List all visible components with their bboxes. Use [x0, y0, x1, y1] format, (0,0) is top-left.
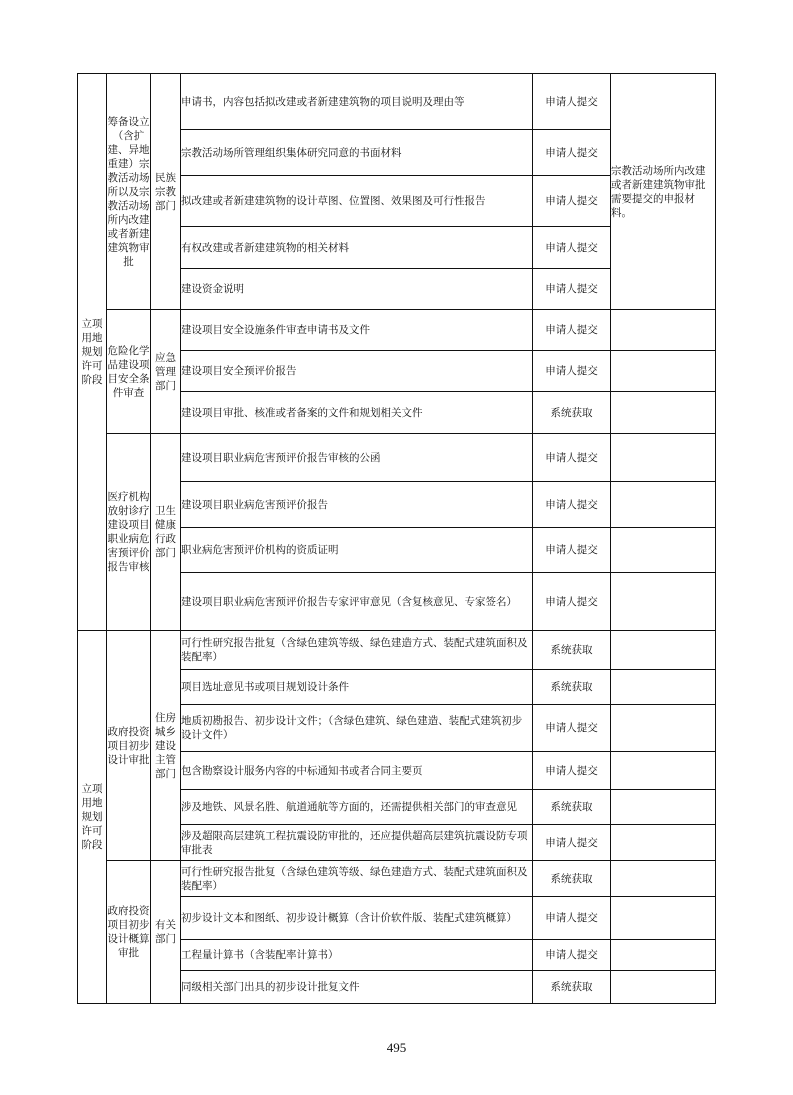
item-name-cell: 政府投资项目初步设计概算审批: [107, 861, 151, 1004]
item-name-cell: 筹备设立（含扩建、异地重建）宗教活动场所以及宗教活动场所内改建或者新建建筑物审批: [107, 74, 151, 310]
method-cell: 申请人提交: [533, 573, 611, 631]
remark-cell: [611, 752, 716, 790]
remark-cell: [611, 705, 716, 752]
material-cell: 可行性研究报告批复（含绿色建筑等级、绿色建造方式、装配式建筑面积及装配率）: [181, 631, 533, 670]
material-cell: 职业病危害预评价机构的资质证明: [181, 528, 533, 573]
remark-cell: [611, 670, 716, 705]
material-cell: 建设项目职业病危害预评价报告审核的公函: [181, 434, 533, 482]
method-cell: 申请人提交: [533, 176, 611, 227]
remark-cell: [611, 861, 716, 897]
material-cell: 涉及超限高层建筑工程抗震设防审批的，还应提供超高层建筑抗震设防专项审批表: [181, 825, 533, 861]
method-cell: 申请人提交: [533, 434, 611, 482]
material-cell: 涉及地铁、风景名胜、航道通航等方面的，还需提供相关部门的审查意见: [181, 790, 533, 825]
method-cell: 申请人提交: [533, 705, 611, 752]
page-number: 495: [386, 1040, 407, 1055]
stage-cell: 立项用地规划许可阶段: [78, 631, 107, 1004]
remark-cell: [611, 790, 716, 825]
method-cell: 系统获取: [533, 971, 611, 1004]
method-cell: 系统获取: [533, 670, 611, 705]
material-cell: 宗教活动场所管理组织集体研究同意的书面材料: [181, 130, 533, 176]
department-cell: 应急管理部门: [151, 310, 181, 434]
remark-cell: [611, 528, 716, 573]
method-cell: 申请人提交: [533, 130, 611, 176]
material-cell: 建设项目安全设施条件审查申请书及文件: [181, 310, 533, 351]
remark-cell: [611, 434, 716, 482]
method-cell: 申请人提交: [533, 310, 611, 351]
department-cell: 有关部门: [151, 861, 181, 1004]
material-cell: 同级相关部门出具的初步设计批复文件: [181, 971, 533, 1004]
method-cell: 申请人提交: [533, 227, 611, 269]
material-cell: 建设项目安全预评价报告: [181, 351, 533, 392]
remark-cell: [611, 351, 716, 392]
method-cell: 系统获取: [533, 861, 611, 897]
item-name-cell: 危险化学品建设项目安全条件审查: [107, 310, 151, 434]
remark-cell: [611, 971, 716, 1004]
material-cell: 项目选址意见书或项目规划设计条件: [181, 670, 533, 705]
method-cell: 申请人提交: [533, 752, 611, 790]
department-cell: 卫生健康行政部门: [151, 434, 181, 631]
material-cell: 工程量计算书（含装配率计算书）: [181, 940, 533, 971]
remark-cell: [611, 392, 716, 434]
method-cell: 申请人提交: [533, 528, 611, 573]
method-cell: 申请人提交: [533, 825, 611, 861]
department-cell: 住房城乡建设主管部门: [151, 631, 181, 861]
stage-cell: 立项用地规划许可阶段: [78, 74, 107, 631]
method-cell: 系统获取: [533, 392, 611, 434]
method-cell: 申请人提交: [533, 482, 611, 528]
method-cell: 申请人提交: [533, 74, 611, 130]
remark-cell: [611, 825, 716, 861]
method-cell: 系统获取: [533, 631, 611, 670]
method-cell: 申请人提交: [533, 897, 611, 940]
material-cell: 建设项目审批、核准或者备案的文件和规划相关文件: [181, 392, 533, 434]
remark-cell: [611, 482, 716, 528]
material-cell: 地质初勘报告、初步设计文件；（含绿色建筑、绿色建造、装配式建筑初步设计文件）: [181, 705, 533, 752]
material-cell: 有权改建或者新建建筑物的相关材料: [181, 227, 533, 269]
material-cell: 拟改建或者新建建筑物的设计草图、位置图、效果图及可行性报告: [181, 176, 533, 227]
material-cell: 初步设计文本和图纸、初步设计概算（含计价软件版、装配式建筑概算）: [181, 897, 533, 940]
method-cell: 申请人提交: [533, 351, 611, 392]
remark-cell: [611, 573, 716, 631]
remark-cell: [611, 310, 716, 351]
remark-cell: [611, 897, 716, 940]
item-name-cell: 政府投资项目初步设计审批: [107, 631, 151, 861]
material-cell: 建设项目职业病危害预评价报告专家评审意见（含复核意见、专家签名）: [181, 573, 533, 631]
department-cell: 民族宗教部门: [151, 74, 181, 310]
material-cell: 建设资金说明: [181, 269, 533, 310]
materials-table: [77, 73, 716, 1004]
method-cell: 申请人提交: [533, 940, 611, 971]
material-cell: 建设项目职业病危害预评价报告: [181, 482, 533, 528]
material-cell: 申请书，内容包括拟改建或者新建建筑物的项目说明及理由等: [181, 74, 533, 130]
material-cell: 包含勘察设计服务内容的中标通知书或者合同主要页: [181, 752, 533, 790]
remark-cell: [611, 940, 716, 971]
remark-cell: [611, 631, 716, 670]
method-cell: 申请人提交: [533, 269, 611, 310]
method-cell: 系统获取: [533, 790, 611, 825]
item-name-cell: 医疗机构放射诊疗建设项目职业病危害预评价报告审核: [107, 434, 151, 631]
material-cell: 可行性研究报告批复（含绿色建筑等级、绿色建造方式、装配式建筑面积及装配率）: [181, 861, 533, 897]
remark-cell: 宗教活动场所内改建或者新建建筑物审批需要提交的申报材料。: [611, 74, 716, 310]
